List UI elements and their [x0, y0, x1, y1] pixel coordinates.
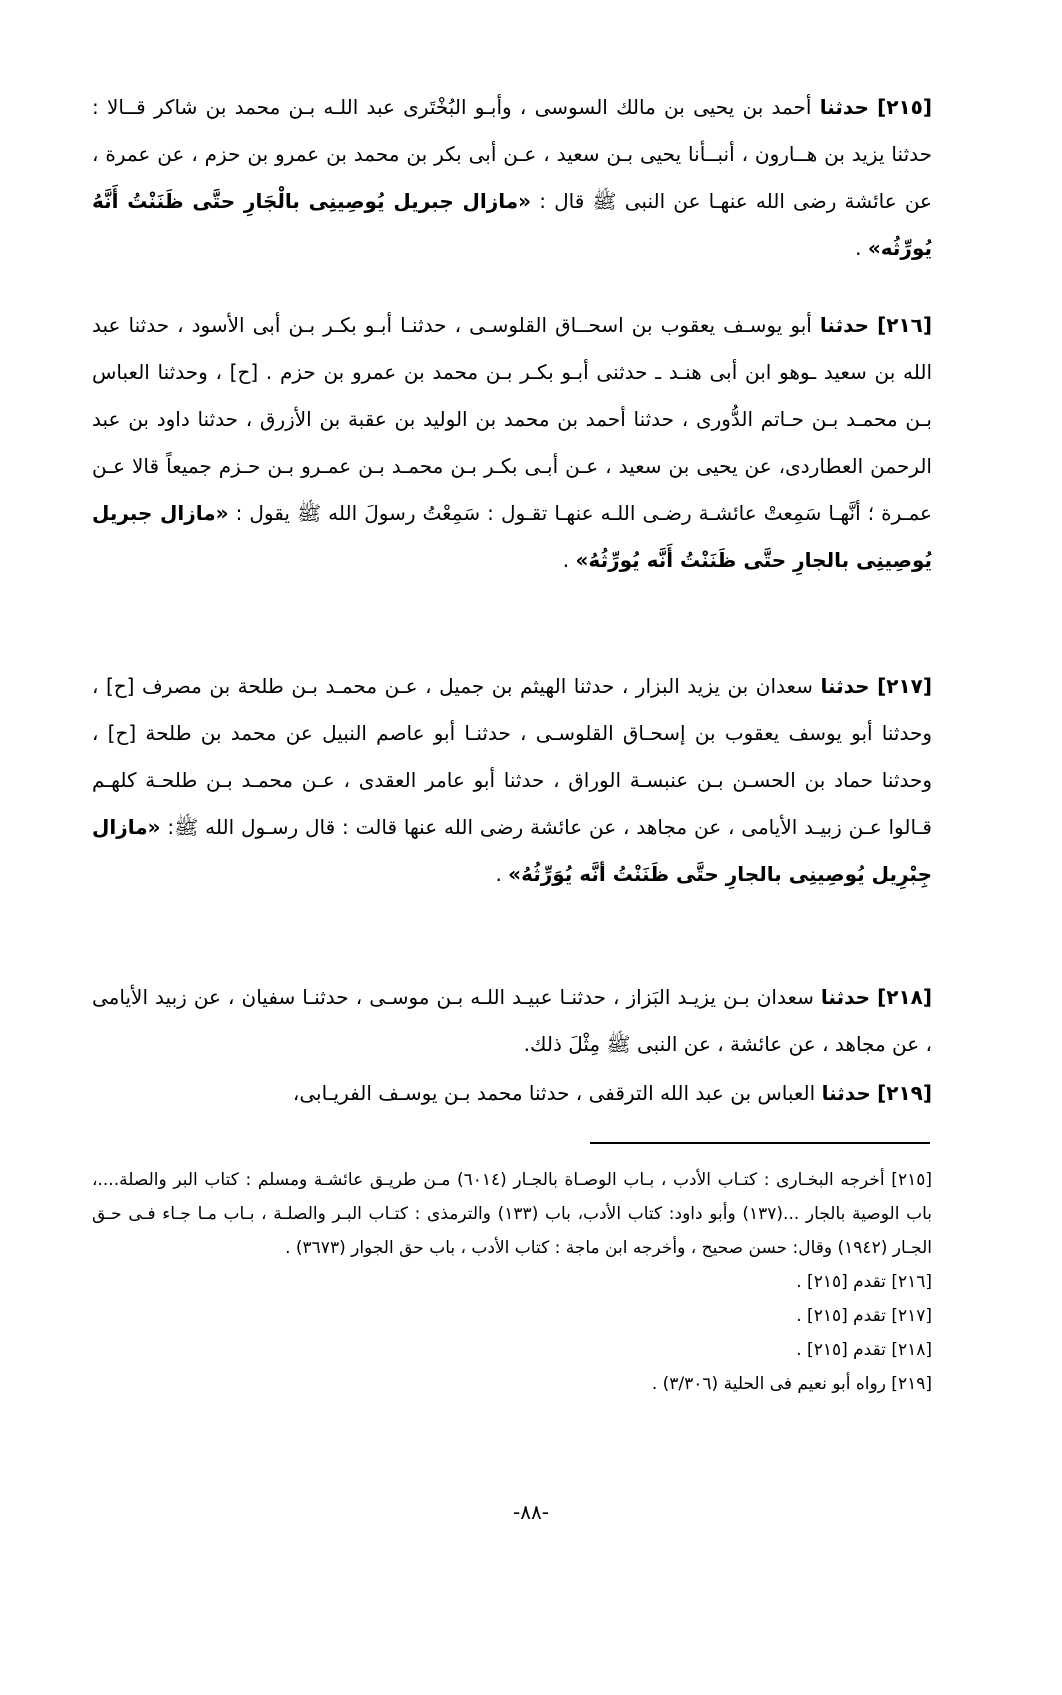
isnad-text: العباس بن عبد الله الترقفى ، حدثنا محمد بـن يوسـف الفريـابى، — [292, 1081, 816, 1105]
hadith-number: [٢١٥] — [877, 95, 933, 119]
footnote-218: [٢١٨] تقدم [٢١٥] . — [796, 1340, 932, 1360]
hadith-paragraph-217 — [92, 663, 932, 898]
hadith-matn: «مازال جِبْرِيل يُوصِينِى بالجارِ حتَّى ظَنَنْتُ أنَّه يُوَرِّثُهُ» — [92, 815, 932, 886]
isnad-text: سعدان بـن يزيـد البَزاز ، حدثنـا عبيـد اللـه بـن موسـى ، حدثنـا سفيان ، عن زبيد الأيامى ، عن مجاهد ، عن عائشة ، عن النبى ﷺ مِثْلَ ذلك. — [92, 985, 932, 1056]
footnote-219: [٢١٩] رواه أبو نعيم فى الحلية (٣/٣٠٦) . — [651, 1374, 932, 1394]
footnote-215: [٢١٥] أخرجه البخـارى : كتـاب الأدب ، بـاب الوصـاة بالجـار (٦٠١٤) مـن طريـق عائشـة ومسلم : كتاب البر والصلة....، باب الوصية بالجار ...(١٣٧) وأبو داود: كتاب الأدب، باب (١٣٣) والترمذى : كتـاب البـر والصلـة ، بـاب مـا جـاء فـى حـق الجـار (١٩٤٢) وقال: حسن صحيح ، وأخرجه ابن ماجة : كتاب الأدب ، باب حق الجوار (٣٦٧٣) . — [92, 1170, 932, 1258]
hadith-number: [٢١٩] — [877, 1081, 932, 1105]
page-number: -٨٨- — [513, 1500, 549, 1524]
isnad-text: سعدان بن يزيد البزار ، حدثنا الهيثم بن جميل ، عـن محمـد بـن طلحة بن مصرف [ح] ، وحدثنا أبو يوسف يعقوب بن إسحـاق القلوسـى ، حدثنـا أبو عاصم النبيل عن محمد بن طلحة [ح] ، وحدثنا حماد بن الحسـن بـن عنبسـة الوراق ، حدثنا أبو عامر العقدى ، عـن محمـد بـن طلحـة كلهـم قـالوا عـن زبيـد الأيامى ، عن مجاهد ، عن عائشة رضى الله عنها قالت : قال رسـول الله ﷺ: — [92, 674, 932, 839]
hadith-number: [٢١٧] — [877, 674, 933, 698]
hadith-lead-word: حدثنا — [819, 313, 870, 337]
footnote-separator — [590, 1142, 930, 1144]
footnote-217: [٢١٧] تقدم [٢١٥] . — [796, 1306, 932, 1326]
paragraph-end: . — [562, 548, 576, 572]
isnad-text: أبو يوسـف يعقوب بن اسحــاق القلوسـى ، حدثنـا أبـو بكـر بـن أبى الأسود ، حدثنا عبد الله بن سعيد ـوهو ابن أبى هنـد ـ حدثنى أبـو بكـر بـن محمد بن عمرو بن حزم . [ح] ، وحدثنا العباس بـن محمـد بـن حـاتم الدُّورى ، حدثنا أحمد بن محمد بن الوليد بن عقبة بن الأزرق ، حدثنا داود بن عبد الرحمن العطاردى، عن يحيى بن سعيد ، عـن أبـى بكـر بـن محمـد بـن عمـرو بـن حـزم جميعاً قالا عـن عمـرة ؛ أنَّهـا سَمِعتْ عائشـة رضـى اللـه عنهـا تقـول : سَمِعْتُ رسولَ الله ﷺ يقول : — [92, 313, 932, 525]
hadith-number: [٢١٨] — [877, 985, 933, 1009]
hadith-paragraph-218 — [92, 974, 932, 1068]
footnotes — [92, 1163, 932, 1401]
hadith-paragraph-219 — [92, 1070, 932, 1117]
hadith-number: [٢١٦] — [877, 313, 933, 337]
hadith-paragraph-216 — [92, 302, 932, 584]
paragraph-end: . — [855, 236, 868, 260]
hadith-lead-word: حدثنا — [821, 1081, 871, 1105]
footnote-216: [٢١٦] تقدم [٢١٥] . — [796, 1272, 932, 1292]
hadith-matn: «مازال جبريل يُوصِينِى بالجارِ حتَّى ظَنَنْتُ أَنَّه يُورِّثُهُ» — [92, 501, 932, 572]
hadith-lead-word: حدثنا — [819, 95, 869, 119]
paragraph-end: . — [495, 862, 509, 886]
hadith-lead-word: حدثنا — [820, 674, 870, 698]
hadith-matn: «مازال جبريل يُوصِينِى بالْجَارِ حتَّى ظَنَنْتُ أَنَّهُ يُورِّثُه» — [92, 189, 932, 260]
hadith-paragraph-215 — [92, 84, 932, 272]
hadith-lead-word: حدثنا — [820, 985, 871, 1009]
isnad-text: أحمد بن يحيى بن مالك السوسى ، وأبـو البُخْتَرى عبد اللـه بـن محمد بن شاكر قــالا : حدثنا يزيد بن هــارون ، أنبــأنا يحيى بـن سعيد ، عـن أبى بكر بن محمد بن عمرو بن حزم ، عن عمرة ، عن عائشة رضى الله عنهـا عن النبى ﷺ قال : — [92, 95, 932, 213]
